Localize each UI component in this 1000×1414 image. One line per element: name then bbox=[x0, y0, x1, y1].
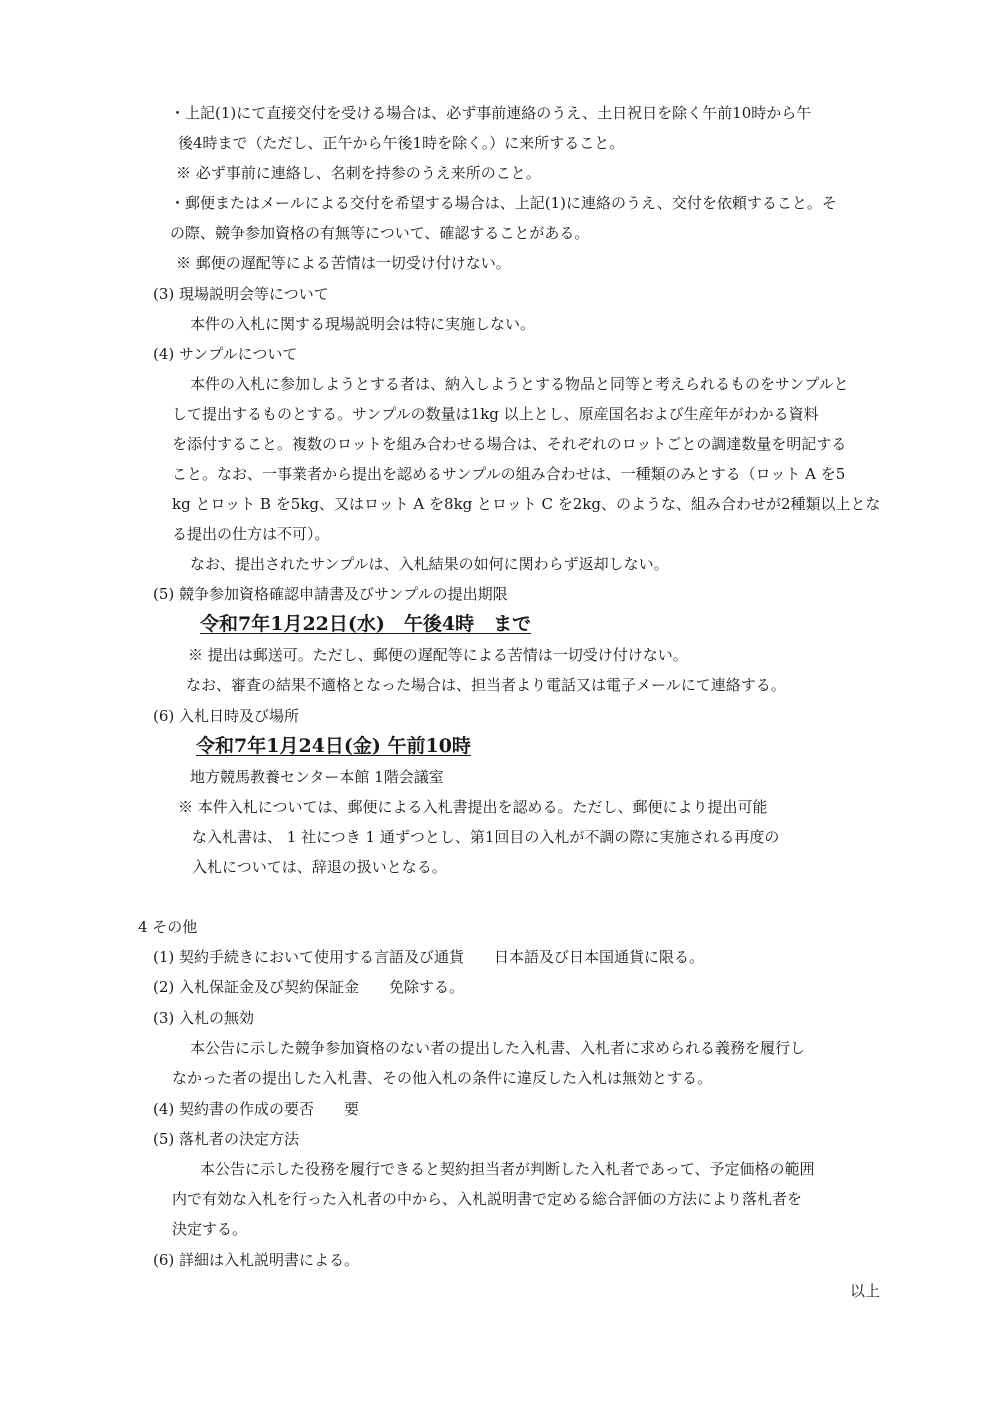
para-direct-delivery-line1: ・上記(1)にて直接交付を受ける場合は、必ず事前連絡のうえ、土日祝日を除く午前10時から午 bbox=[170, 104, 812, 122]
heading-submission-deadline: (5) 競争参加資格確認申請書及びサンプルの提出期限 bbox=[153, 585, 508, 603]
heading-bid-invalid: (3) 入札の無効 bbox=[153, 1009, 255, 1027]
note-mail-bid-line1: ※ 本件入札については、郵便による入札書提出を認める。ただし、郵便により提出可能 bbox=[178, 798, 768, 816]
bid-datetime: 令和7年1月24日(金) 午前10時 bbox=[196, 735, 471, 757]
text-sample-line6: る提出の仕方は不可）。 bbox=[172, 525, 330, 543]
para-mail-delivery-line2: の際、競争参加資格の有無等について、確認することがある。 bbox=[170, 224, 590, 242]
text-ineligible-contact: なお、審査の結果不適格となった場合は、担当者より電話又は電子メールにて連絡する。 bbox=[186, 676, 786, 694]
heading-bid-date-place: (6) 入札日時及び場所 bbox=[153, 707, 300, 725]
item-deposit: (2) 入札保証金及び契約保証金 免除する。 bbox=[153, 978, 465, 996]
text-sample-line1: 本件の入札に参加しようとする者は、納入しようとする物品と同等と考えられるものをサンプルと bbox=[190, 375, 849, 393]
text-sample-line4: こと。なお、一事業者から提出を認めるサンプルの組み合わせは、一種類のみとする（ロット A を5 bbox=[172, 465, 846, 483]
text-sample-line7: なお、提出されたサンプルは、入札結果の如何に関わらず返却しない。 bbox=[190, 555, 669, 573]
heading-site-briefing: (3) 現場説明会等について bbox=[153, 285, 329, 303]
text-sample-line5: kg とロット B を5kg、又はロット A を8kg とロット C を2kg、のような、組み合わせが2種類以上とな bbox=[172, 495, 881, 513]
bid-place: 地方競馬教養センター本館 1階会議室 bbox=[190, 768, 444, 786]
text-sample-line3: を添付すること。複数のロットを組み合わせる場合は、それぞれのロットごとの調達数量を明記する bbox=[172, 435, 847, 453]
text-site-briefing: 本件の入札に関する現場説明会は特に実施しない。 bbox=[190, 315, 536, 333]
item-contract-document: (4) 契約書の作成の要否 要 bbox=[153, 1100, 360, 1118]
closing-mark: 以上 bbox=[849, 1282, 880, 1300]
note-mail-bid-line2: な入札書は、 1 社につき 1 通ずつとし、第1回目の入札が不調の際に実施される再度の bbox=[192, 828, 780, 846]
heading-award-method: (5) 落札者の決定方法 bbox=[153, 1130, 300, 1148]
text-bid-invalid-line2: なかった者の提出した入札書、その他入札の条件に違反した入札は無効とする。 bbox=[172, 1069, 713, 1087]
item-details-reference: (6) 詳細は入札説明書による。 bbox=[153, 1251, 360, 1269]
section-title-other: 4 その他 bbox=[138, 918, 198, 936]
note-business-card: ※ 必ず事前に連絡し、名刺を持参のうえ来所のこと。 bbox=[176, 164, 541, 182]
deadline-date: 令和7年1月22日(水) 午後4時 まで bbox=[200, 613, 532, 635]
para-mail-delivery-line1: ・郵便またはメールによる交付を希望する場合は、上記(1)に連絡のうえ、交付を依頼すること。そ bbox=[170, 194, 837, 212]
text-award-line2: 内で有効な入札を行った入札者の中から、入札説明書で定める総合評価の方法により落札者を bbox=[172, 1190, 803, 1208]
note-mail-submission: ※ 提出は郵送可。ただし、郵便の遅配等による苦情は一切受け付けない。 bbox=[188, 646, 688, 664]
note-mail-bid-line3: 入札については、辞退の扱いとなる。 bbox=[192, 858, 447, 876]
text-bid-invalid-line1: 本公告に示した競争参加資格のない者の提出した入札書、入札者に求められる義務を履行し bbox=[190, 1039, 806, 1057]
item-language-currency: (1) 契約手続きにおいて使用する言語及び通貨 日本語及び日本国通貨に限る。 bbox=[153, 948, 705, 966]
text-sample-line2: して提出するものとする。サンプルの数量は1kg 以上とし、原産国名および生産年がわかる資料 bbox=[172, 405, 819, 423]
para-direct-delivery-line2: 後4時まで（ただし、正午から午後1時を除く。）に来所すること。 bbox=[178, 134, 625, 152]
text-award-line1: 本公告に示した役務を履行できると契約担当者が判断した入札者であって、予定価格の範囲 bbox=[200, 1160, 815, 1178]
heading-sample: (4) サンプルについて bbox=[153, 345, 298, 363]
note-postal-delay: ※ 郵便の遅配等による苦情は一切受け付けない。 bbox=[176, 254, 511, 272]
text-award-line3: 決定する。 bbox=[172, 1220, 248, 1238]
